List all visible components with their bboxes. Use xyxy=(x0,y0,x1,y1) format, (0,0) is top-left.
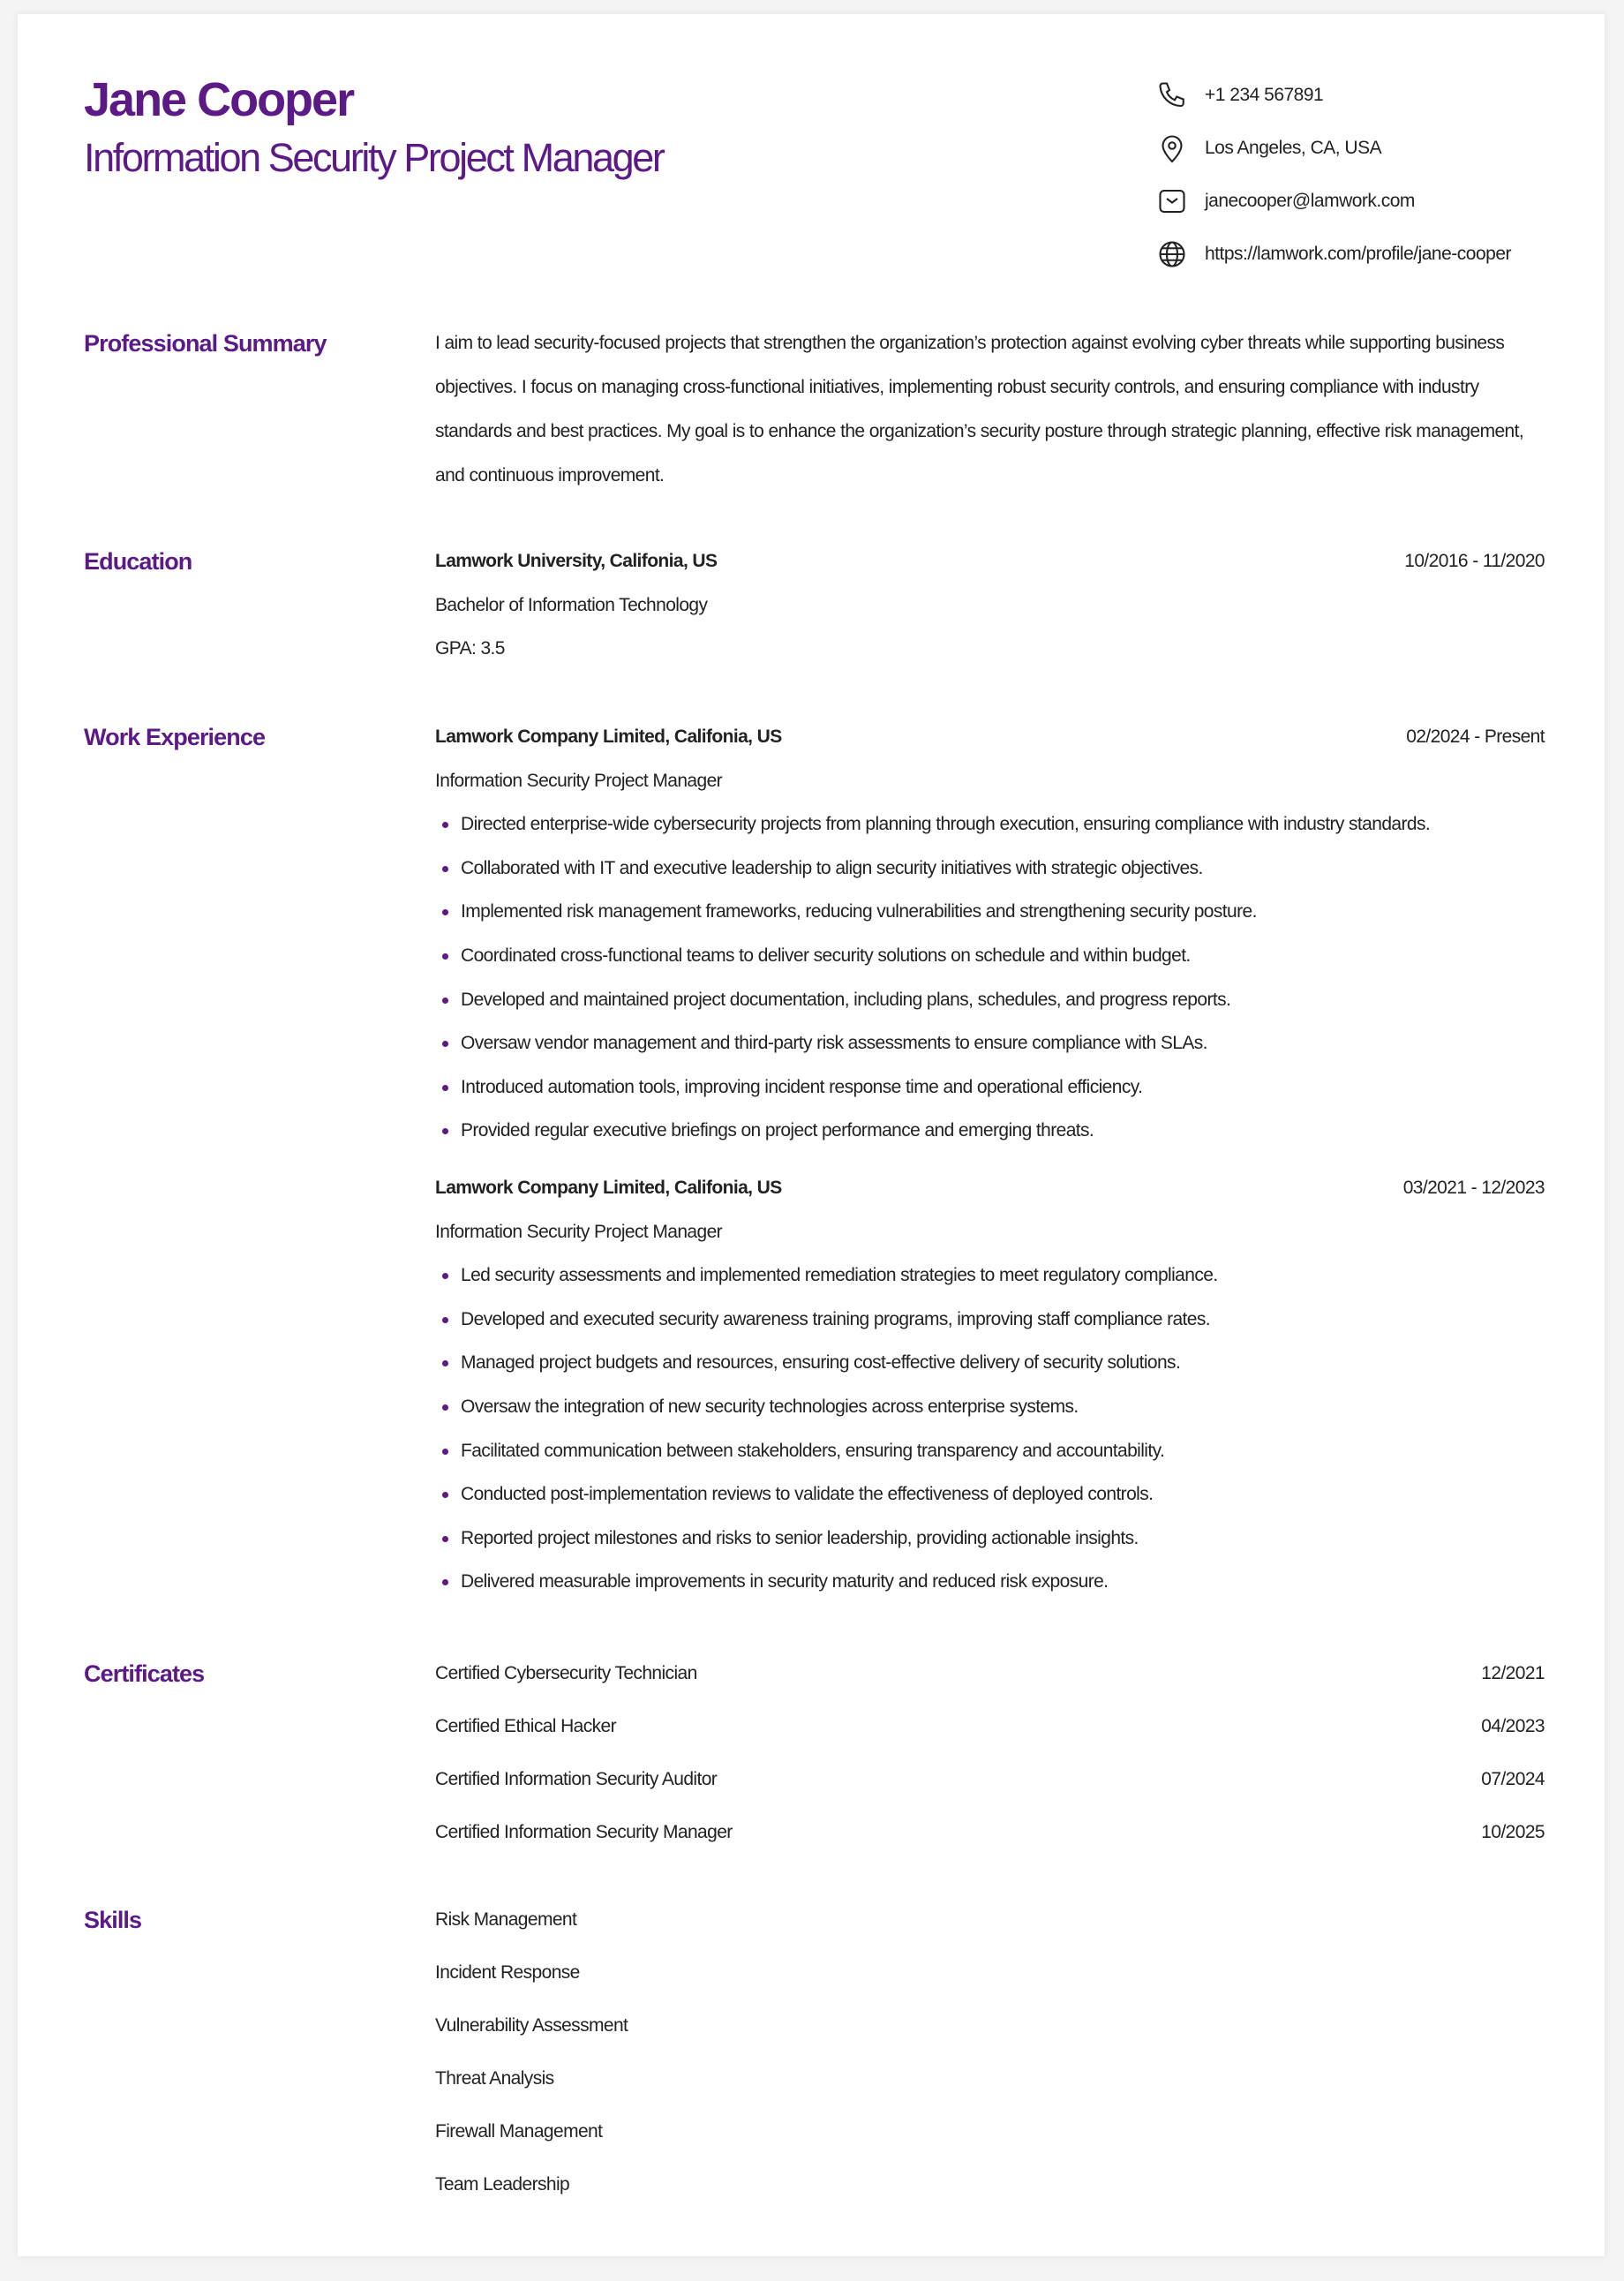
bullet: Collaborated with IT and executive leadership to align security initiatives with strategic objectives. xyxy=(435,847,1545,891)
job-bullets xyxy=(435,802,1545,1153)
bullet: Managed project budgets and resources, ensuring cost-effective delivery of security solutions. xyxy=(435,1341,1545,1385)
skill-item: Vulnerability Assessment xyxy=(435,2015,628,2036)
skill-item: Incident Response xyxy=(435,1962,580,1983)
summary-section xyxy=(84,321,1545,498)
phone-text: +1 234 567891 xyxy=(1205,85,1324,105)
skills-section xyxy=(84,1893,1545,2211)
certificate-row xyxy=(435,1753,1545,1806)
skill-item: Firewall Management xyxy=(435,2121,603,2142)
website-link[interactable]: https://lamwork.com/profile/jane-cooper xyxy=(1205,244,1511,264)
job-entry xyxy=(435,1166,1545,1604)
bullet: Led security assessments and implemented remediation strategies to meet regulatory compliance. xyxy=(435,1253,1545,1298)
education-dates: 10/2016 - 11/2020 xyxy=(1404,551,1545,571)
section-heading: Work Experience xyxy=(84,724,266,750)
section-heading: Skills xyxy=(84,1907,142,1933)
bullet: Delivered measurable improvements in security maturity and reduced risk exposure. xyxy=(435,1560,1545,1604)
certificate-name: Certified Ethical Hacker xyxy=(435,1716,617,1736)
bullet: Facilitated communication between stakeholders, ensuring transparency and accountability. xyxy=(435,1429,1545,1473)
skill-item: Risk Management xyxy=(435,1909,577,1930)
certificate-name: Certified Information Security Manager xyxy=(435,1822,733,1842)
phone-icon xyxy=(1156,79,1188,111)
certificate-date: 12/2021 xyxy=(1481,1663,1545,1683)
resume-page xyxy=(18,14,1605,2256)
bullet: Conducted post-implementation reviews to validate the effectiveness of deployed controls. xyxy=(435,1472,1545,1517)
company-name: Lamwork Company Limited, Califonia, US xyxy=(435,726,782,747)
section-heading: Education xyxy=(84,548,192,575)
job-dates: 02/2024 - Present xyxy=(1406,726,1545,747)
contact-website xyxy=(1156,228,1511,281)
bullet: Oversaw the integration of new security technologies across enterprise systems. xyxy=(435,1385,1545,1429)
contact-location xyxy=(1156,122,1511,175)
bullet: Implemented risk management frameworks, reducing vulnerabilities and strengthening security posture. xyxy=(435,890,1545,934)
candidate-name: Jane Cooper xyxy=(84,73,354,126)
globe-icon xyxy=(1156,238,1188,270)
certificate-date: 10/2025 xyxy=(1481,1822,1545,1842)
bullet: Oversaw vendor management and third-party risk assessments to ensure compliance with SLAs. xyxy=(435,1021,1545,1065)
job-bullets xyxy=(435,1253,1545,1604)
bullet: Reported project milestones and risks to senior leadership, providing actionable insights. xyxy=(435,1517,1545,1561)
certificate-row xyxy=(435,1647,1545,1700)
education-section xyxy=(84,539,1545,671)
bullet: Developed and executed security awareness training programs, improving staff compliance rates. xyxy=(435,1298,1545,1342)
candidate-title: Information Security Project Manager xyxy=(84,135,664,180)
skill-item: Threat Analysis xyxy=(435,2068,554,2089)
contact-list xyxy=(1156,69,1511,281)
contact-phone xyxy=(1156,69,1511,122)
section-heading: Professional Summary xyxy=(84,330,327,357)
gpa: GPA: 3.5 xyxy=(435,638,505,659)
job-dates: 03/2021 - 12/2023 xyxy=(1402,1177,1545,1198)
summary-text: I aim to lead security-focused projects that strengthen the organization’s protection against evolving cyber threats while supporting business objectives. I focus on managing cross-functional initiatives, implementing robust security controls, and ensuring compliance with industry standards and best practices. My goal is to enhance the organization’s security posture through strategic planning, effective risk management, and continuous improvement. xyxy=(435,333,1524,486)
school-name: Lamwork University, Califonia, US xyxy=(435,551,718,571)
job-role: Information Security Project Manager xyxy=(435,770,723,791)
degree: Bachelor of Information Technology xyxy=(435,594,708,615)
certificate-row xyxy=(435,1700,1545,1753)
certificate-row xyxy=(435,1806,1545,1859)
email-icon xyxy=(1156,185,1188,217)
certificate-date: 07/2024 xyxy=(1481,1769,1545,1789)
section-heading: Certificates xyxy=(84,1660,205,1687)
contact-email xyxy=(1156,175,1511,228)
bullet: Provided regular executive briefings on project performance and emerging threats. xyxy=(435,1109,1545,1153)
bullet: Coordinated cross-functional teams to deliver security solutions on schedule and within budget. xyxy=(435,934,1545,978)
certificates-section xyxy=(84,1647,1545,1859)
bullet: Developed and maintained project documentation, including plans, schedules, and progress reports. xyxy=(435,978,1545,1022)
bullet: Introduced automation tools, improving incident response time and operational efficiency. xyxy=(435,1065,1545,1110)
bullet: Directed enterprise-wide cybersecurity projects from planning through execution, ensuring compliance with industry standards. xyxy=(435,802,1545,847)
email-link[interactable]: janecooper@lamwork.com xyxy=(1205,191,1415,211)
certificate-date: 04/2023 xyxy=(1481,1716,1545,1736)
job-entry xyxy=(435,715,1545,1153)
job-role: Information Security Project Manager xyxy=(435,1221,723,1242)
certificate-name: Certified Cybersecurity Technician xyxy=(435,1663,697,1683)
location-text: Los Angeles, CA, USA xyxy=(1205,138,1382,158)
certificate-name: Certified Information Security Auditor xyxy=(435,1769,718,1789)
company-name: Lamwork Company Limited, Califonia, US xyxy=(435,1177,782,1198)
location-icon xyxy=(1156,132,1188,164)
skill-item: Team Leadership xyxy=(435,2174,570,2194)
work-section xyxy=(84,715,1545,1604)
